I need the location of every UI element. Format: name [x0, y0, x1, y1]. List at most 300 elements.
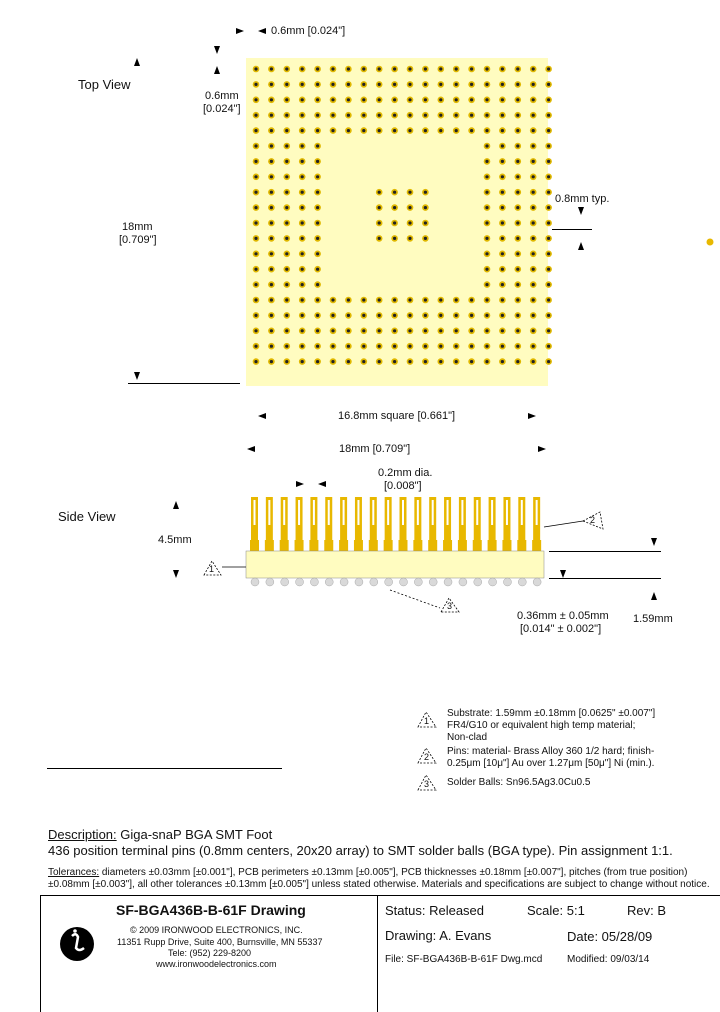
- pin: [270, 98, 273, 101]
- pin: [285, 175, 288, 178]
- pin: [485, 206, 488, 209]
- solder-ball: [385, 578, 393, 586]
- pin: [301, 129, 304, 132]
- pin: [301, 298, 304, 301]
- pin: [547, 83, 550, 86]
- pin: [316, 160, 319, 163]
- side-pin-shoulder: [309, 540, 318, 551]
- pin: [301, 191, 304, 194]
- pin: [316, 175, 319, 178]
- pin: [301, 160, 304, 163]
- pin: [532, 237, 535, 240]
- pin: [439, 298, 442, 301]
- marker-dot: [707, 239, 714, 246]
- pin: [547, 237, 550, 240]
- pin: [393, 98, 396, 101]
- height-dim-in: [0.709"]: [119, 234, 157, 246]
- side-pin-shoulder: [265, 540, 274, 551]
- pin: [501, 98, 504, 101]
- pin: [285, 206, 288, 209]
- pin: [285, 237, 288, 240]
- pin: [270, 114, 273, 117]
- pin: [393, 206, 396, 209]
- pin: [254, 206, 257, 209]
- pin-square-dim-label: 16.8mm square [0.661"]: [338, 410, 456, 422]
- pin: [470, 345, 473, 348]
- pin: [516, 191, 519, 194]
- description-text: Giga-snaP BGA SMT Foot: [120, 827, 273, 842]
- pin: [547, 314, 550, 317]
- pin: [393, 191, 396, 194]
- pin: [501, 221, 504, 224]
- side-pin-shoulder: [369, 540, 378, 551]
- callout-3-label: 3: [447, 601, 453, 611]
- pin: [254, 329, 257, 332]
- pin: [347, 345, 350, 348]
- pin: [316, 144, 319, 147]
- pin: [547, 175, 550, 178]
- pin: [285, 191, 288, 194]
- pin: [270, 283, 273, 286]
- pin: [439, 67, 442, 70]
- pin: [347, 329, 350, 332]
- callout-3-leader: [390, 590, 440, 608]
- pin: [501, 129, 504, 132]
- pin: [516, 314, 519, 317]
- pin: [485, 191, 488, 194]
- status: Status: Released: [385, 903, 485, 918]
- pin: [532, 360, 535, 363]
- tolerances-line-1: diameters ±0.03mm [±0.001"], PCB perimeters ±0.13mm [±0.005"], PCB thicknesses ±0.18mm [±0.007"], pitches (from true position): [101, 867, 688, 878]
- pin: [378, 329, 381, 332]
- pin: [470, 83, 473, 86]
- pin: [301, 237, 304, 240]
- pin: [408, 360, 411, 363]
- dim-arrow: [134, 372, 140, 380]
- pin: [301, 283, 304, 286]
- pin: [485, 175, 488, 178]
- pin: [424, 314, 427, 317]
- pin: [439, 360, 442, 363]
- pin: [424, 221, 427, 224]
- note-2-number: 2: [424, 752, 430, 762]
- pin: [439, 314, 442, 317]
- pin: [378, 345, 381, 348]
- pin: [362, 114, 365, 117]
- pin: [547, 206, 550, 209]
- pin: [254, 314, 257, 317]
- pin: [362, 129, 365, 132]
- pin: [408, 298, 411, 301]
- pin: [301, 98, 304, 101]
- side-pin-slot: [447, 500, 449, 525]
- side-view-pins: [250, 497, 541, 551]
- pin: [455, 345, 458, 348]
- pin: [285, 298, 288, 301]
- side-pin-slot: [387, 500, 389, 525]
- dim-arrow: [578, 207, 584, 215]
- pin: [362, 329, 365, 332]
- pin: [501, 345, 504, 348]
- pin: [301, 221, 304, 224]
- pin: [393, 221, 396, 224]
- pin: [485, 314, 488, 317]
- side-pin-shoulder: [295, 540, 304, 551]
- pin: [316, 129, 319, 132]
- pin: [532, 283, 535, 286]
- height-dim-side-label: 4.5mm: [158, 534, 192, 546]
- left-edge-dim-mm: 0.6mm: [205, 90, 239, 102]
- pin: [532, 175, 535, 178]
- pin: [393, 360, 396, 363]
- dim-arrow: [578, 242, 584, 250]
- pin: [301, 329, 304, 332]
- pin: [424, 83, 427, 86]
- pin: [285, 83, 288, 86]
- pin-dia-label: 0.2mm dia.: [378, 467, 433, 479]
- pin: [301, 314, 304, 317]
- pin: [362, 298, 365, 301]
- side-pin-shoulder: [458, 540, 467, 551]
- pin: [270, 67, 273, 70]
- pin: [516, 129, 519, 132]
- pin: [285, 67, 288, 70]
- side-pin-shoulder: [502, 540, 511, 551]
- dim-arrow: [560, 570, 566, 578]
- pin: [455, 329, 458, 332]
- dim-arrow: [651, 592, 657, 600]
- pin: [347, 83, 350, 86]
- side-pin-shoulder: [280, 540, 289, 551]
- pin: [532, 67, 535, 70]
- pin: [408, 221, 411, 224]
- pin: [331, 114, 334, 117]
- pin: [301, 83, 304, 86]
- pin: [254, 83, 257, 86]
- note-1-line-3: Non-clad: [447, 732, 488, 743]
- pin: [516, 144, 519, 147]
- pin: [470, 114, 473, 117]
- pin: [485, 83, 488, 86]
- pin: [393, 314, 396, 317]
- note-3-line-1: Solder Balls: Sn96.5Ag3.0Cu0.5: [447, 777, 591, 788]
- pin: [424, 360, 427, 363]
- pin: [270, 83, 273, 86]
- dim-arrow: [538, 446, 546, 452]
- pin: [316, 329, 319, 332]
- pin: [301, 175, 304, 178]
- solder-ball: [340, 578, 348, 586]
- pin: [331, 345, 334, 348]
- pin: [455, 360, 458, 363]
- pin: [393, 237, 396, 240]
- pin: [424, 191, 427, 194]
- tolerances-line-1-block: [48, 867, 687, 879]
- side-pin-shoulder: [324, 540, 333, 551]
- side-pin-slot: [313, 500, 315, 525]
- pin: [378, 314, 381, 317]
- pin: [378, 98, 381, 101]
- pin: [378, 360, 381, 363]
- pin: [532, 221, 535, 224]
- pin: [532, 191, 535, 194]
- pin: [254, 160, 257, 163]
- pin: [285, 114, 288, 117]
- pin: [285, 144, 288, 147]
- pin: [532, 160, 535, 163]
- pin: [378, 129, 381, 132]
- pin: [516, 98, 519, 101]
- dim-extension-line: [549, 578, 661, 579]
- pin: [347, 114, 350, 117]
- pin: [301, 144, 304, 147]
- side-pin-shoulder: [339, 540, 348, 551]
- pin: [347, 314, 350, 317]
- pin: [316, 314, 319, 317]
- dim-arrow: [236, 28, 244, 34]
- pin: [301, 114, 304, 117]
- pin: [254, 114, 257, 117]
- description-block: [48, 827, 272, 842]
- pin: [501, 252, 504, 255]
- pin: [254, 191, 257, 194]
- pin: [393, 298, 396, 301]
- pin: [532, 206, 535, 209]
- note-1-number: 1: [424, 716, 430, 726]
- pin: [516, 237, 519, 240]
- pin: [316, 191, 319, 194]
- title-block-top-border: [40, 895, 720, 896]
- pin: [532, 298, 535, 301]
- side-pin-shoulder: [250, 540, 259, 551]
- ball-dia-label-in: [0.014" ± 0.002"]: [520, 623, 602, 635]
- company-phone: Tele: (952) 229-8200: [168, 948, 252, 958]
- pin: [532, 83, 535, 86]
- side-pin-shoulder: [384, 540, 393, 551]
- pin: [408, 83, 411, 86]
- side-pin-slot: [506, 500, 508, 525]
- pin: [270, 314, 273, 317]
- solder-ball: [355, 578, 363, 586]
- title-block-divider: [377, 895, 378, 1012]
- dim-extension-line: [549, 551, 661, 552]
- pin: [470, 129, 473, 132]
- pin: [331, 314, 334, 317]
- pin: [485, 98, 488, 101]
- dim-arrow: [528, 413, 536, 419]
- side-view-solder-balls: [251, 578, 541, 586]
- pin: [501, 191, 504, 194]
- pin: [455, 67, 458, 70]
- pin: [270, 298, 273, 301]
- logo-dot: [73, 929, 77, 933]
- pin: [439, 329, 442, 332]
- pin: [532, 98, 535, 101]
- side-pin-slot: [432, 500, 434, 525]
- solder-ball: [414, 578, 422, 586]
- pin: [439, 114, 442, 117]
- side-pin-slot: [254, 500, 256, 525]
- side-pin-slot: [461, 500, 463, 525]
- pin: [547, 67, 550, 70]
- side-pin-shoulder: [354, 540, 363, 551]
- pin: [285, 252, 288, 255]
- pin: [485, 114, 488, 117]
- pin: [424, 298, 427, 301]
- substrate-thickness-label: 1.59mm: [633, 613, 673, 625]
- pin: [270, 191, 273, 194]
- pin: [270, 206, 273, 209]
- pin: [455, 114, 458, 117]
- pin: [439, 345, 442, 348]
- note-3-number: 3: [424, 779, 430, 789]
- pin: [424, 329, 427, 332]
- pin: [516, 67, 519, 70]
- pin: [393, 67, 396, 70]
- pin: [316, 237, 319, 240]
- pin: [285, 160, 288, 163]
- pin: [301, 206, 304, 209]
- side-pin-shoulder: [488, 540, 497, 551]
- callout-2-label: 2: [590, 515, 596, 525]
- pin: [516, 268, 519, 271]
- copyright: © 2009 IRONWOOD ELECTRONICS, INC.: [130, 925, 303, 935]
- side-view-substrate: [246, 551, 544, 578]
- solder-ball: [310, 578, 318, 586]
- pin: [501, 298, 504, 301]
- pin: [331, 329, 334, 332]
- pin: [532, 345, 535, 348]
- dim-arrow: [651, 538, 657, 546]
- pin: [485, 221, 488, 224]
- solder-ball: [429, 578, 437, 586]
- pin: [547, 268, 550, 271]
- callout-2-leader: [544, 521, 583, 527]
- solder-ball: [325, 578, 333, 586]
- pin: [254, 67, 257, 70]
- pin: [408, 314, 411, 317]
- pin: [362, 314, 365, 317]
- description-line-2: 436 position terminal pins (0.8mm centers, 20x20 array) to SMT solder balls (BGA type). Pin assignment 1:1.: [48, 843, 673, 858]
- left-edge-dim-in: [0.024"]: [203, 103, 241, 115]
- pin: [393, 83, 396, 86]
- pin: [378, 83, 381, 86]
- tolerances-line-2: ±0.08mm [±0.003"], all other tolerances ±0.13mm [±0.005"] unless stated otherwise. Materials and specifications are subject to change without notice.: [48, 879, 710, 890]
- pin: [254, 98, 257, 101]
- pin: [501, 160, 504, 163]
- pin: [316, 360, 319, 363]
- pin: [516, 252, 519, 255]
- pin: [547, 329, 550, 332]
- pin: [378, 237, 381, 240]
- dim-arrow: [214, 46, 220, 54]
- pin: [439, 83, 442, 86]
- description-label: Description:: [48, 827, 117, 842]
- pin: [532, 314, 535, 317]
- pin: [516, 114, 519, 117]
- pin: [547, 252, 550, 255]
- pin: [378, 206, 381, 209]
- dim-extension-line: [128, 383, 240, 384]
- pin: [347, 67, 350, 70]
- side-pin-slot: [298, 500, 300, 525]
- side-pin-slot: [328, 500, 330, 525]
- pin: [285, 345, 288, 348]
- pin: [362, 67, 365, 70]
- pin: [285, 283, 288, 286]
- pin: [301, 252, 304, 255]
- side-pin-shoulder: [517, 540, 526, 551]
- pin: [485, 129, 488, 132]
- pin: [378, 298, 381, 301]
- dim-arrow: [258, 28, 266, 34]
- pin: [547, 191, 550, 194]
- pin: [408, 237, 411, 240]
- pin: [501, 329, 504, 332]
- date: Date: 05/28/09: [567, 929, 653, 944]
- dim-arrow: [296, 481, 304, 487]
- pin: [532, 114, 535, 117]
- pin: [331, 98, 334, 101]
- pin: [362, 345, 365, 348]
- side-pin-slot: [268, 500, 270, 525]
- pin: [254, 360, 257, 363]
- solder-ball: [459, 578, 467, 586]
- pin: [547, 221, 550, 224]
- side-pin-shoulder: [413, 540, 422, 551]
- pin: [455, 83, 458, 86]
- note-1-line-1: Substrate: 1.59mm ±0.18mm [0.0625" ±0.007"]: [447, 708, 656, 719]
- pin: [547, 129, 550, 132]
- pin: [516, 221, 519, 224]
- pin: [393, 114, 396, 117]
- side-pin-slot: [402, 500, 404, 525]
- dim-arrow: [258, 413, 266, 419]
- solder-ball: [370, 578, 378, 586]
- pin: [331, 67, 334, 70]
- side-pin-shoulder: [473, 540, 482, 551]
- pin: [470, 298, 473, 301]
- pin: [408, 129, 411, 132]
- pin: [439, 129, 442, 132]
- pin: [455, 98, 458, 101]
- pin: [501, 237, 504, 240]
- pin: [254, 237, 257, 240]
- pin: [516, 175, 519, 178]
- solder-ball: [281, 578, 289, 586]
- solder-ball: [489, 578, 497, 586]
- pin: [470, 98, 473, 101]
- pin: [316, 252, 319, 255]
- pin: [485, 329, 488, 332]
- pin: [424, 206, 427, 209]
- pin: [408, 114, 411, 117]
- pin: [470, 67, 473, 70]
- pin: [516, 83, 519, 86]
- side-view-label: Side View: [58, 509, 116, 524]
- pin: [439, 98, 442, 101]
- side-pin-slot: [372, 500, 374, 525]
- pin: [254, 129, 257, 132]
- solder-ball: [251, 578, 259, 586]
- pin: [393, 345, 396, 348]
- solder-ball: [518, 578, 526, 586]
- pin: [485, 298, 488, 301]
- pin: [408, 206, 411, 209]
- pin: [254, 175, 257, 178]
- pin-dia-label-in: [0.008"]: [384, 480, 422, 492]
- pin: [532, 329, 535, 332]
